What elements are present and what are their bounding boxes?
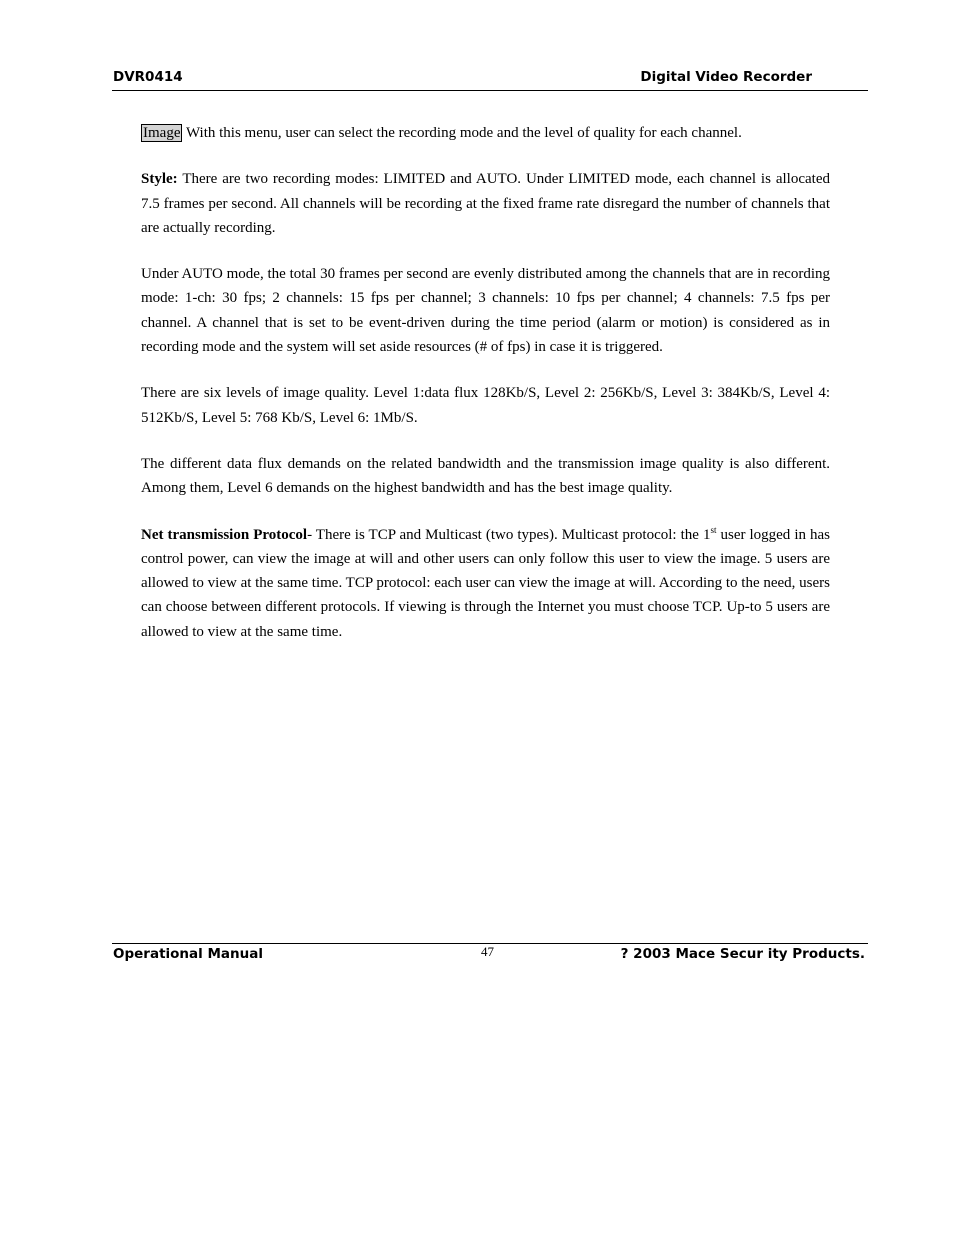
page-body [141,121,830,666]
protocol-ordinal-sup: st [710,524,717,535]
footer-copyright: ? 2003 Mace Secur ity Products. [620,946,865,962]
intro-text: With this menu, user can select the recording mode and the level of quality for each channel. [182,125,742,141]
style-paragraph [141,167,830,240]
page-footer [112,943,868,968]
image-menu-tag: Image [143,125,181,141]
style-label: Style: [141,171,178,188]
header-model: DVR0414 [113,69,183,85]
page-header [112,68,868,91]
intro-paragraph [141,121,830,145]
protocol-paragraph [141,523,830,644]
footer-manual-title: Operational Manual [113,946,263,962]
protocol-text-b: user logged in has control power, can view the image at will and other users can only follow this user to view the image. 5 users are allowed to view at the same time. TCP protocol: each user can view the image at will. According to the need, users can choose between different protocols. If viewing is through the Internet you must choose TCP. Up-to 5 users are allowed to view at the same time. [141,526,830,640]
quality-levels-paragraph: There are six levels of image quality. Level 1:data flux 128Kb/S, Level 2: 256Kb/S, Level 3: 384Kb/S, Level 4: 512Kb/S, Level 5: 768 Kb/S, Level 6: 1Mb/S. [141,385,830,426]
page-number: 47 [481,944,494,959]
header-product: Digital Video Recorder [640,69,812,85]
style-text: There are two recording modes: LIMITED and AUTO. Under LIMITED mode, each channel is allocated 7.5 frames per second. All channels will be recording at the fixed frame rate disregard the number of channels that are actually recording. [141,171,830,236]
protocol-text-a: - There is TCP and Multicast (two types). Multicast protocol: the 1 [307,526,711,543]
auto-mode-paragraph: Under AUTO mode, the total 30 frames per second are evenly distributed among the channels that are in recording mode: 1-ch: 30 fps; 2 channels: 15 fps per channel; 3 channels: 10 fps per channel; 4 channels: 7.5 fps per channel. A channel that is set to be event-driven during the time period (alarm or motion) is considered as in recording mode and the system will set aside resources (# of fps) in case it is triggered. [141,266,830,356]
bandwidth-paragraph: The different data flux demands on the related bandwidth and the transmission image quality is also different. Among them, Level 6 demands on the highest bandwidth and has the best image quality. [141,455,830,497]
protocol-label: Net transmission Protocol [141,526,308,543]
